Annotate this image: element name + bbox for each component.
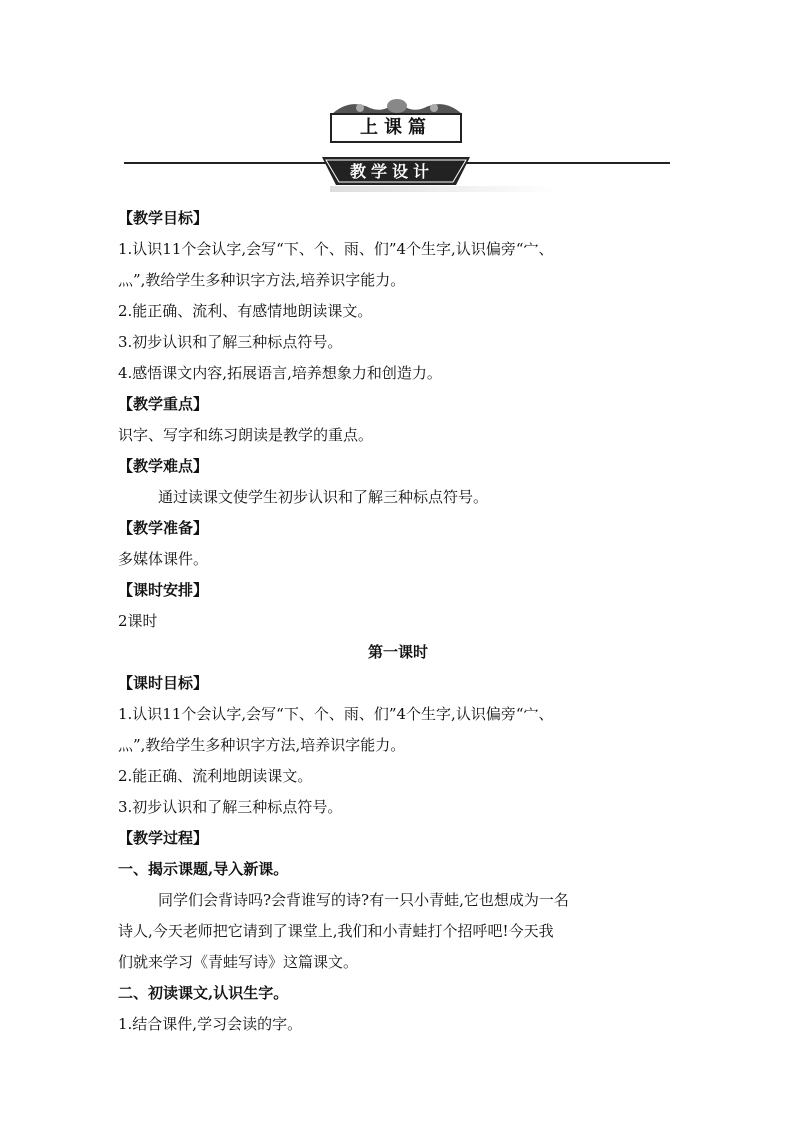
lesson-title: 第一课时 (367, 643, 428, 661)
section-heading: 【教学重点】 (118, 395, 209, 413)
text-line: 2.能正确、流利地朗读课文。 (118, 767, 313, 785)
text-line: 3.初步认识和了解三种标点符号。 (118, 798, 343, 816)
section-heading: 【教学过程】 (118, 829, 209, 847)
text-line: 诗人,今天老师把它请到了课堂上,我们和小青蛙打个招呼吧!今天我 (118, 922, 554, 940)
section-title: 上课篇 (330, 113, 462, 143)
text-line: 同学们会背诗吗?会背谁写的诗?有一只小青蛙,它也想成为一名 (158, 891, 569, 909)
text-line: 识字、写字和练习朗读是教学的重点。 (118, 426, 374, 444)
section-heading: 【教学难点】 (118, 457, 209, 475)
text-line: 多媒体课件。 (118, 550, 209, 568)
text-line: 灬”,教给学生多种识字方法,培养识字能力。 (118, 736, 406, 754)
text-line: 通过读课文使学生初步认识和了解三种标点符号。 (158, 488, 489, 506)
divider-shadow (330, 186, 560, 192)
section-heading: 【教学目标】 (118, 209, 209, 227)
section-heading: 【教学准备】 (118, 519, 209, 537)
section-heading: 一、揭示课题,导入新课。 (118, 860, 289, 878)
section-heading: 二、初读课文,认识生字。 (118, 984, 289, 1002)
text-line: 们就来学习《青蛙写诗》这篇课文。 (118, 953, 359, 971)
text-line: 1.认识11个会认字,会写“下、个、雨、们”4个生字,认识偏旁“宀、 (118, 705, 554, 723)
text-line: 4.感悟课文内容,拓展语言,培养想象力和创造力。 (118, 364, 442, 382)
text-line: 3.初步认识和了解三种标点符号。 (118, 333, 343, 351)
text-line: 2课时 (118, 612, 158, 630)
lesson-plan-body (118, 203, 678, 1040)
text-line: 灬”,教给学生多种识字方法,培养识字能力。 (118, 271, 406, 289)
section-heading: 【课时目标】 (118, 674, 209, 692)
text-line: 1.结合课件,学习会读的字。 (118, 1015, 303, 1033)
text-line: 1.认识11个会认字,会写“下、个、雨、们”4个生字,认识偏旁“宀、 (118, 240, 554, 258)
section-heading: 【课时安排】 (118, 581, 209, 599)
text-line: 2.能正确、流利、有感情地朗读课文。 (118, 302, 373, 320)
tab-label: 教学设计 (349, 162, 434, 181)
